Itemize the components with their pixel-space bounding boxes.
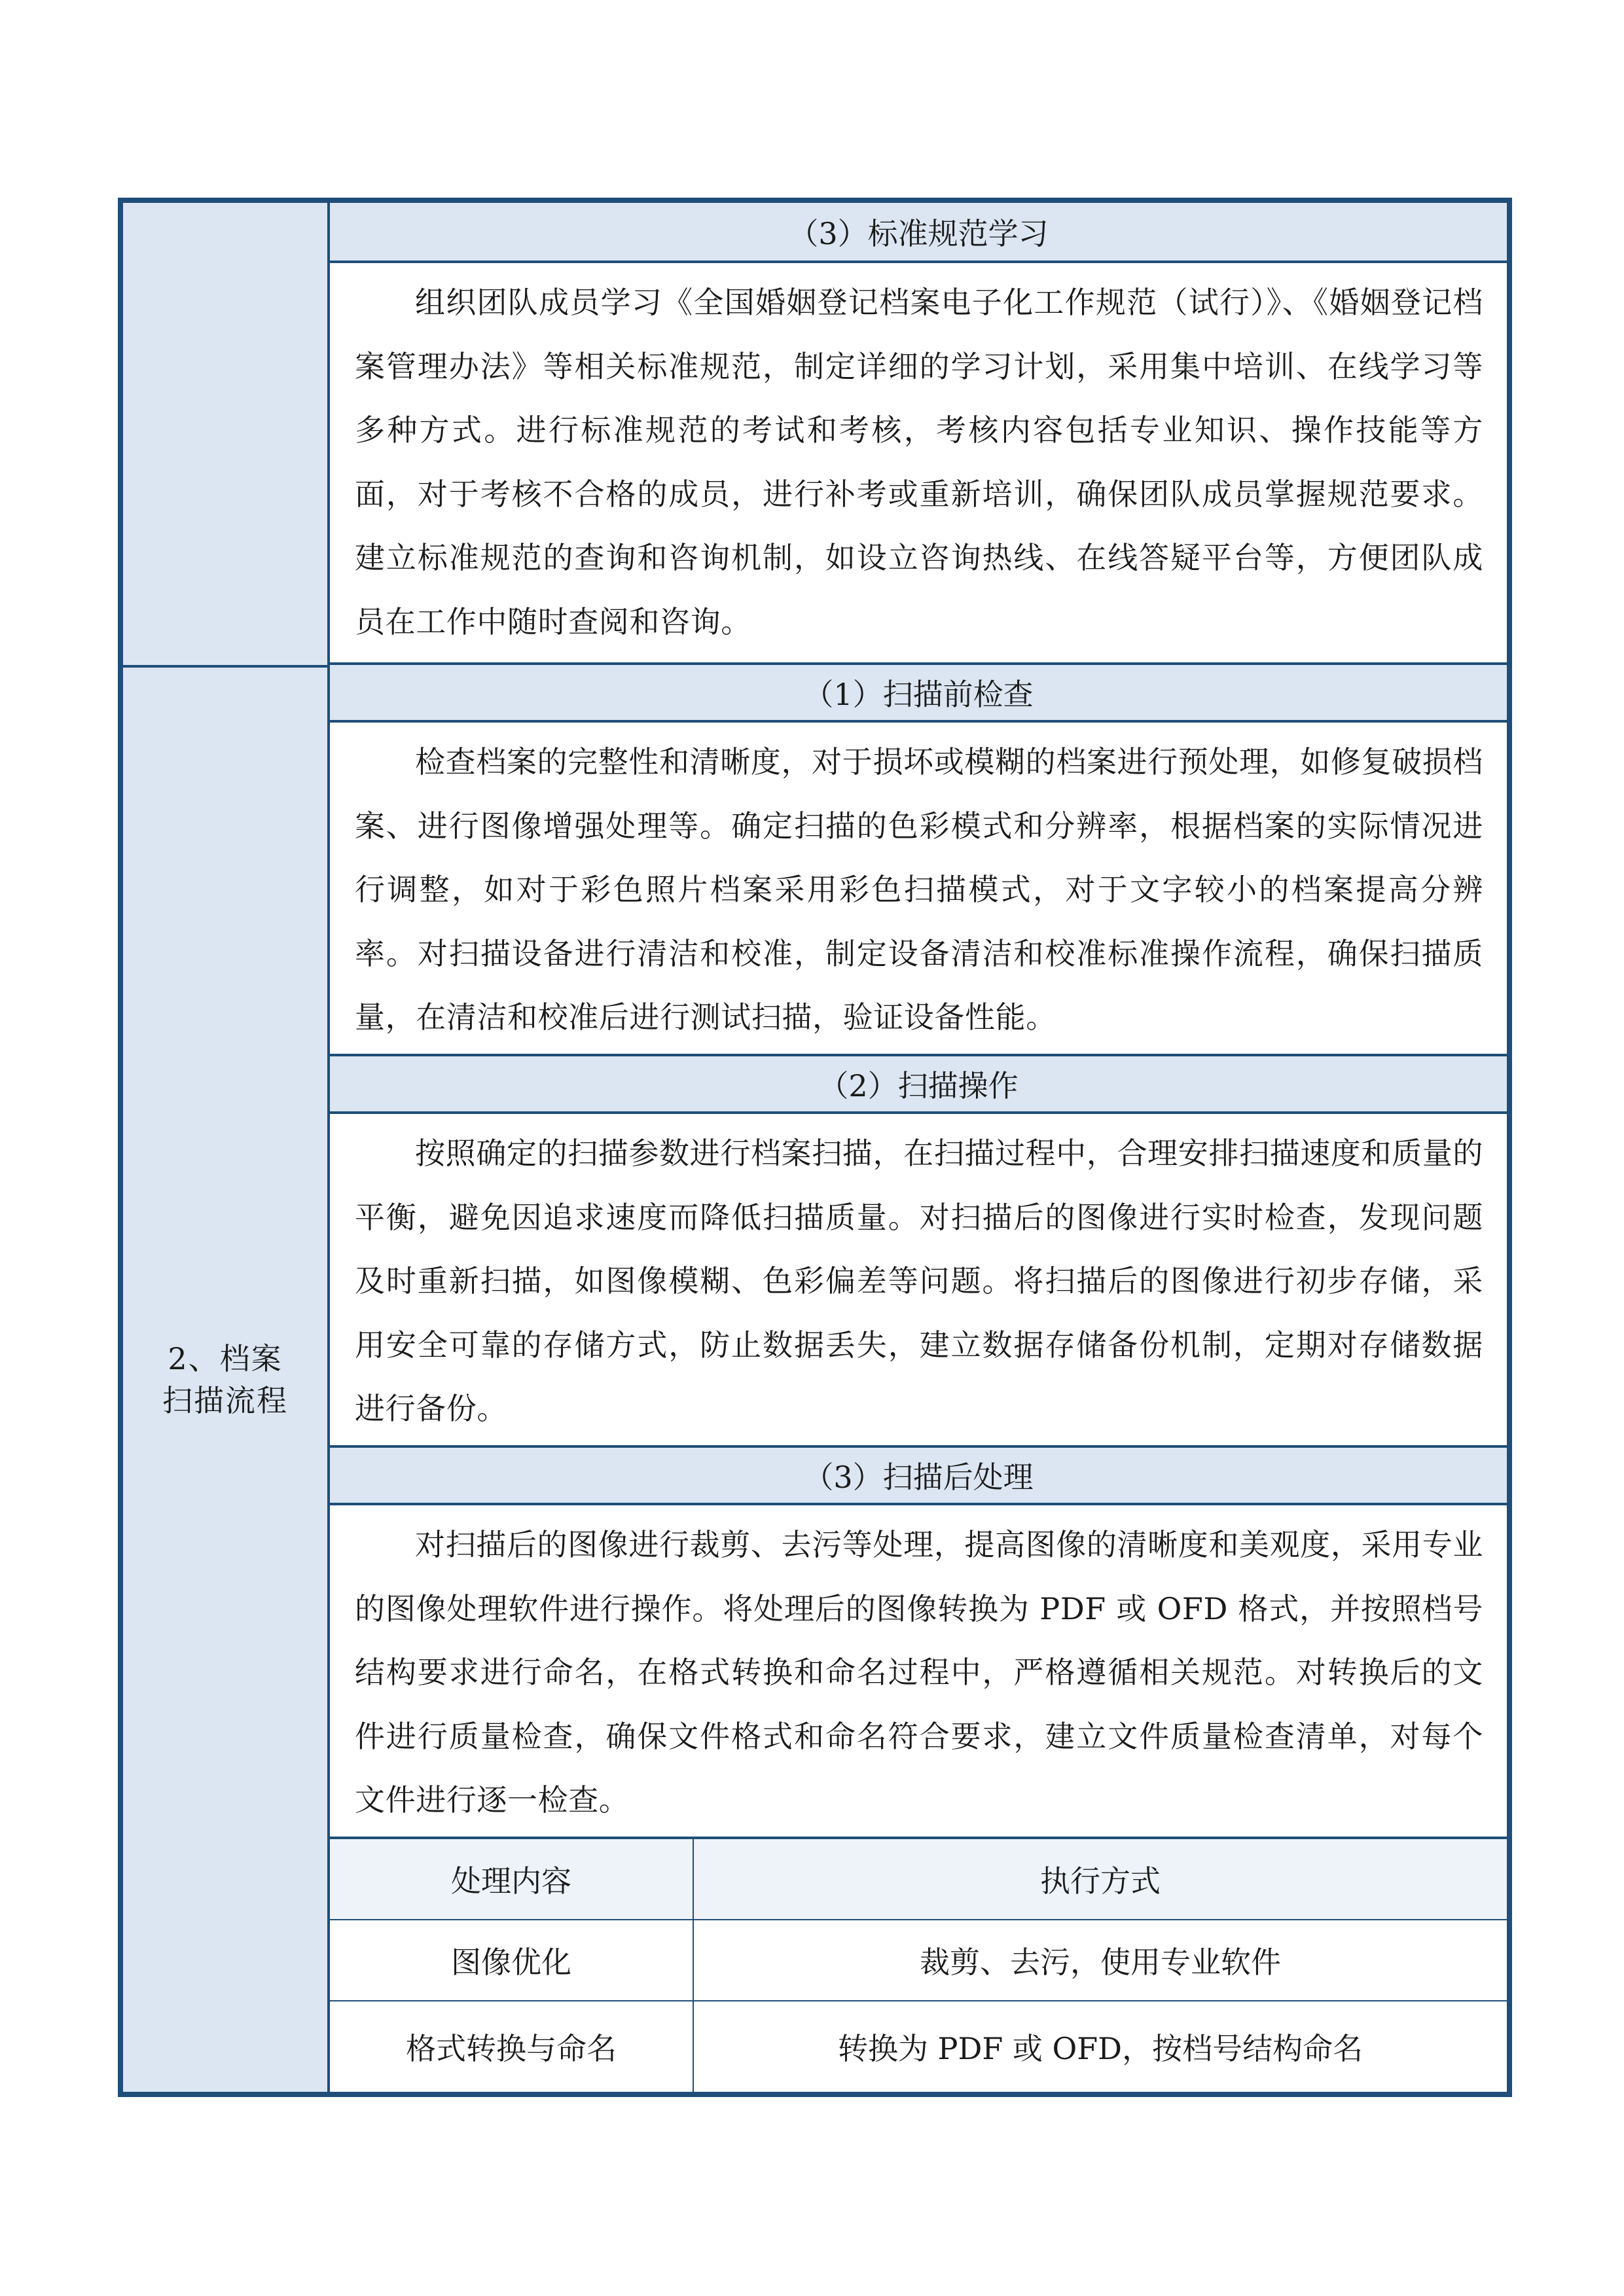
section-title-scan-operation: （2）扫描操作 [330,1054,1507,1114]
category-column [123,203,330,2092]
processing-subtable [330,1837,1507,2092]
content-column [330,203,1507,2092]
subtable-row [330,1920,1507,2001]
section-title-pre-scan-check: （1）扫描前检查 [330,662,1507,723]
category-cell-scan-process [123,668,327,2092]
subtable-row [330,2001,1507,2092]
section-body-standards-study: 组织团队成员学习《全国婚姻登记档案电子化工作规范（试行）》、《婚姻登记档案管理办法》等相关标准规范，制定详细的学习计划，采用集中培训、在线学习等多种方式。进行标准规范的考试和考核，考核内容包括专业知识、操作技能等方面，对于考核不合格的成员，进行补考或重新培训，确保团队成员掌握规范要求。建立标准规范的查询和咨询机制，如设立咨询热线、在线答疑平台等，方便团队成员在工作中随时查阅和咨询。 [355,285,1483,639]
section-body-post-scan-processing: 对扫描后的图像进行裁剪、去污等处理，提高图像的清晰度和美观度，采用专业的图像处理软件进行操作。将处理后的图像转换为 PDF 或 OFD 格式，并按照档号结构要求进行命名，在格式转换和命名过程中，严格遵循相关规范。对转换后的文件进行质量检查，确保文件格式和命名符合要求，建立文件质量检查清单，对每个文件进行逐一检查。 [355,1527,1483,1818]
subtable-header-method: 执行方式 [1040,1863,1161,1899]
subtable-cell-content: 图像优化 [330,1920,694,2000]
subtable-header-row [330,1839,1507,1920]
document-table [118,198,1512,2097]
section-body-pre-scan-check: 检查档案的完整性和清晰度，对于损坏或模糊的档案进行预处理，如修复破损档案、进行图像增强处理等。确定扫描的色彩模式和分辨率，根据档案的实际情况进行调整，如对于彩色照片档案采用彩色扫描模式，对于文字较小的档案提高分辨率。对扫描设备进行清洁和校准，制定设备清洁和校准标准操作流程，确保扫描质量，在清洁和校准后进行测试扫描，验证设备性能。 [355,744,1483,1035]
subtable-cell-method: 转换为 PDF 或 OFD，按档号结构命名 [837,2031,1363,2066]
subtable-cell-method: 裁剪、去污，使用专业软件 [920,1945,1281,1980]
category-label-scan-process: 2、档案扫描流程 [162,1341,288,1418]
section-title-standards-study: （3）标准规范学习 [330,203,1507,263]
section-body-scan-operation: 按照确定的扫描参数进行档案扫描，在扫描过程中，合理安排扫描速度和质量的平衡，避免因追求速度而降低扫描质量。对扫描后的图像进行实时检查，发现问题及时重新扫描，如图像模糊、色彩偏差等问题。将扫描后的图像进行初步存储，采用安全可靠的存储方式，防止数据丢失，建立数据存储备份机制，定期对存储数据进行备份。 [355,1136,1483,1426]
category-cell-standards [123,203,327,668]
subtable-header-content: 处理内容 [330,1839,694,1919]
subtable-cell-content: 格式转换与命名 [330,2001,694,2092]
section-title-post-scan-processing: （3）扫描后处理 [330,1445,1507,1505]
